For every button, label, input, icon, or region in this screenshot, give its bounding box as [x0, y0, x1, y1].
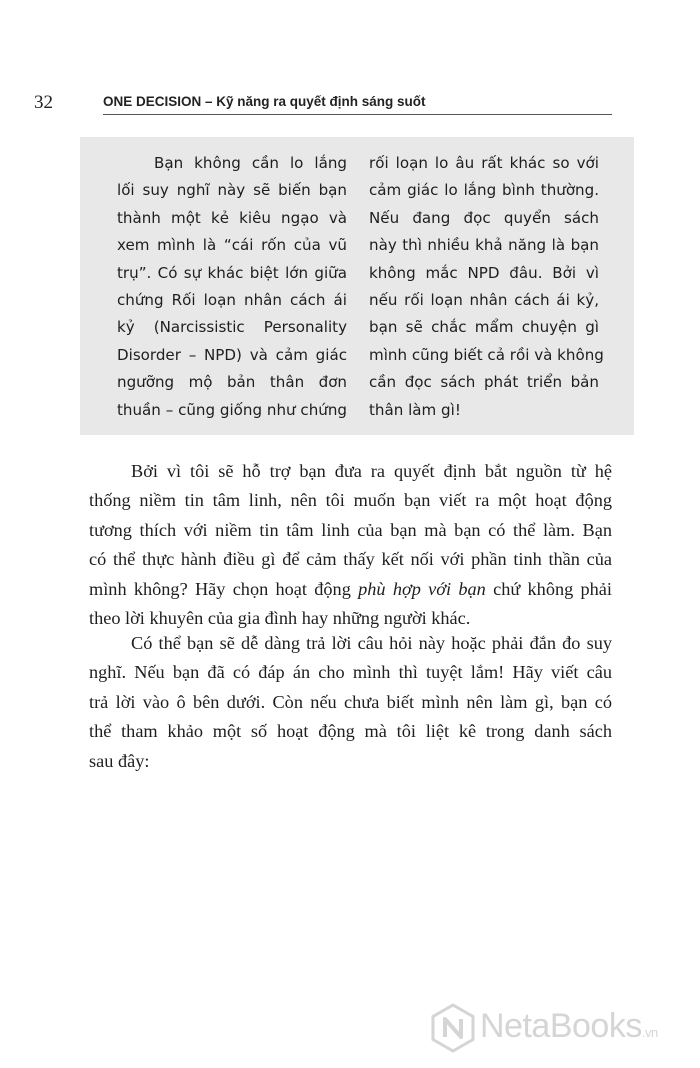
paragraph-2 — [89, 629, 612, 776]
watermark-suffix: .vn — [641, 1025, 658, 1040]
paragraph-line: Có thể bạn sẽ dễ dàng trả lời câu hỏi này hoặc phải đắn đo suy — [131, 633, 612, 653]
paragraph-line: tương thích với niềm tin tâm linh của bạn mà bạn có thể làm. Bạn — [89, 519, 612, 540]
paragraph-text: chứ không phải — [493, 578, 612, 599]
sidebar-box — [80, 137, 634, 435]
paragraph-1 — [89, 457, 612, 633]
sidebar-line: thuần – cũng giống như chứng — [117, 400, 347, 419]
sidebar-line: lối suy nghĩ này sẽ biến bạn — [117, 181, 347, 200]
paragraph-line: nghĩ. Nếu bạn đã có đáp án cho mình thì tuyệt lắm! Hãy viết câu — [89, 662, 612, 683]
paragraph-text: mình không? Hãy chọn hoạt động — [89, 578, 351, 599]
sidebar-line: mình cũng biết cả rồi và không — [369, 345, 604, 364]
emphasis-text: phù hợp với bạn — [358, 578, 486, 599]
sidebar-line: cần đọc sách phát triển bản — [369, 373, 599, 392]
header-rule — [103, 114, 612, 115]
sidebar-line: thân làm gì! — [369, 400, 461, 419]
paragraph-line: sau đây: — [89, 750, 150, 771]
sidebar-line: nếu rối loạn nhân cách ái kỷ, — [369, 290, 599, 309]
sidebar-line: thành một kẻ kiêu ngạo và — [117, 208, 347, 227]
running-title: ONE DECISION – Kỹ năng ra quyết định sáng suốt — [103, 94, 426, 109]
watermark — [428, 1003, 688, 1053]
paragraph-line: trả lời vào ô bên dưới. Còn nếu chưa biết mình nên làm gì, bạn có — [89, 691, 612, 712]
paragraph-line: thể tham khảo một số hoạt động mà tôi liệt kê trong danh sách — [89, 721, 612, 742]
paragraph-line: Bởi vì tôi sẽ hỗ trợ bạn đưa ra quyết định bắt nguồn từ hệ — [131, 461, 612, 481]
sidebar-line: Bạn không cần lo lắng — [154, 154, 347, 172]
paragraph-line: có thể thực hành điều gì để cảm thấy kết nối với phần tinh thần của — [89, 549, 612, 570]
page-number: 32 — [34, 92, 53, 113]
paragraph-line-with-emphasis — [89, 575, 612, 604]
sidebar-line: xem mình là “cái rốn của vũ — [117, 236, 347, 255]
sidebar-line: bạn sẽ chắc mẩm chuyện gì — [369, 318, 599, 337]
sidebar-line: trụ”. Có sự khác biệt lớn giữa — [117, 263, 347, 282]
paragraph-line: theo lời khuyên của gia đình hay những người khác. — [89, 607, 471, 628]
sidebar-line: không mắc NPD đâu. Bởi vì — [369, 263, 599, 282]
sidebar-line: cảm giác lo lắng bình thường. — [369, 181, 599, 200]
sidebar-line: ngưỡng mộ bản thân đơn — [117, 373, 347, 392]
sidebar-line: Disorder – NPD) và cảm giác — [117, 345, 347, 364]
watermark-brand: NetaBooks — [480, 1007, 642, 1045]
sidebar-line: chứng Rối loạn nhân cách ái — [117, 290, 347, 309]
sidebar-line: Nếu đang đọc quyển sách — [369, 208, 599, 227]
sidebar-left-column — [117, 150, 347, 424]
sidebar-right-column — [369, 150, 604, 424]
sidebar-line: này thì nhiều khả năng là bạn — [369, 236, 599, 255]
page-header — [34, 92, 612, 116]
paragraph-line: thống niềm tin tâm linh, nên tôi muốn bạn viết ra một hoạt động — [89, 490, 612, 511]
sidebar-line: rối loạn lo âu rất khác so với — [369, 154, 599, 172]
sidebar-line: kỷ (Narcissistic Personality — [117, 318, 347, 337]
watermark-text — [480, 1007, 658, 1046]
netabooks-logo-icon — [428, 1003, 478, 1053]
